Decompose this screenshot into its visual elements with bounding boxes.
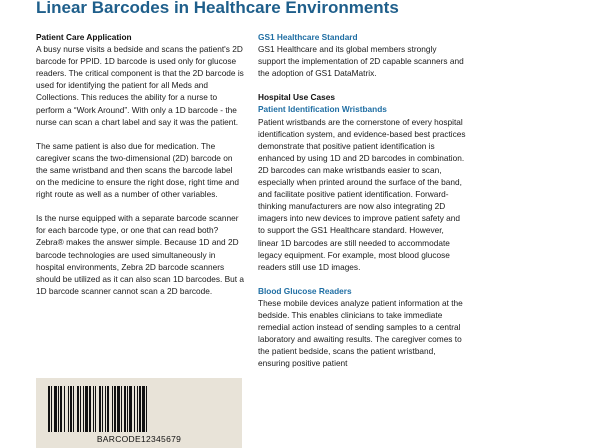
barcode-bar (139, 386, 141, 432)
barcode-bar (99, 386, 101, 432)
wristbands-heading: Patient Identification Wristbands (258, 104, 387, 115)
patient-care-heading: Patient Care Application (36, 32, 132, 42)
barcode-bar (64, 386, 65, 432)
wristbands-paragraph: Patient wristbands are the cornerstone of every hospital identification system, and evidence-based best practices demonstrate that positive patient identification is enhanced by using 1D and 2D barcodes in combination. 2D barcodes can make wristbands easier to scan, especially when printed around the surface of the band, and facilitate positive patient identification. Forward-thinking manufacturers are now also integrating 2D imagers into new devices to improve patient safety and to support the GS1 Healthcare standard. However, linear 1D barcodes are still needed to accommodate legacy equipment. For example, most blood glucose readers still use 1D images. (258, 116, 466, 272)
barcode-bar (127, 386, 128, 432)
page-title: Linear Barcodes in Healthcare Environments (36, 0, 399, 17)
barcode-image (36, 378, 242, 448)
barcode-bar (54, 386, 57, 432)
barcode-bar (114, 386, 116, 432)
use-cases-heading: Hospital Use Cases (258, 92, 336, 103)
glucose-heading: Blood Glucose Readers (258, 285, 352, 296)
barcode-bar (51, 386, 52, 432)
glucose-paragraph: These mobile devices analyze patient information at the bedside. This enables clinicians to take immediate remedial action instead of sending samples to a central laboratory and awaiting results. The caregiver comes to the patient bedside, scans the patient wristband, ensuring positive patient (258, 297, 463, 369)
barcode-bar (77, 386, 79, 432)
barcode-bar (124, 386, 126, 432)
patient-care-paragraph-3: Is the nurse equipped with a separate barcode scanner for each barcode type, or one that can read both? Zebra® makes the answer simple. Because 1D and 2D barcode technologies are used simultaneously in hospital environments, Zebra 2D barcode scanners should be utilized as it can also scan 1D barcodes. But a 1D barcode scanner cannot scan a 2D barcode. (36, 213, 245, 296)
right-column (258, 31, 466, 369)
barcode-bar (93, 386, 94, 432)
barcode-bar (89, 386, 91, 432)
barcode-bar (48, 386, 50, 432)
barcode-bar (83, 386, 84, 432)
barcode-bar (95, 386, 96, 432)
barcode-bar (85, 386, 88, 432)
barcode-bar (142, 386, 145, 432)
gs1-paragraph: GS1 Healthcare and its global members strongly support the implementation of 2D capable scanners and the adoption of GS1 DataMatrix. (258, 44, 464, 79)
barcode-bar (146, 386, 147, 432)
gs1-heading: GS1 Healthcare Standard (258, 32, 358, 42)
patient-care-paragraph-1: A busy nurse visits a bedside and scans the patient's 2D barcode for PPID. 1D barcode is used only for glucose readers. The critical component is that the 2D barcode is used for identifying the patient for all Meds and Collections. This reduces the ability for a nurse to perform a “Work Around”. With only a 1D barcode - the nurse can scan a chart label and say it was the patient. (36, 44, 244, 127)
barcode-bar (129, 386, 132, 432)
barcode-bar (134, 386, 135, 432)
barcode-bar (137, 386, 138, 432)
barcode-bars (48, 386, 230, 432)
barcode-bar (68, 386, 69, 432)
barcode-bar (58, 386, 59, 432)
barcode-bar (70, 386, 72, 432)
patient-care-paragraph-2: The same patient is also due for medication. The caregiver scans the two-dimensional (2D) barcode on the same wristband and then scans the barcode label on the medicine to ensure the right dose, right time and right route as well as a number of other variables. (36, 140, 239, 200)
barcode-bar (60, 386, 62, 432)
barcode-bar (121, 386, 122, 432)
barcode-bar (107, 386, 109, 432)
barcode-bar (80, 386, 81, 432)
barcode-bar (102, 386, 103, 432)
barcode-bar (112, 386, 113, 432)
barcode-bar (73, 386, 74, 432)
barcode-bar (117, 386, 120, 432)
barcode-bar (105, 386, 106, 432)
left-column (36, 31, 244, 297)
barcode-label: BARCODE12345679 (96, 434, 182, 444)
